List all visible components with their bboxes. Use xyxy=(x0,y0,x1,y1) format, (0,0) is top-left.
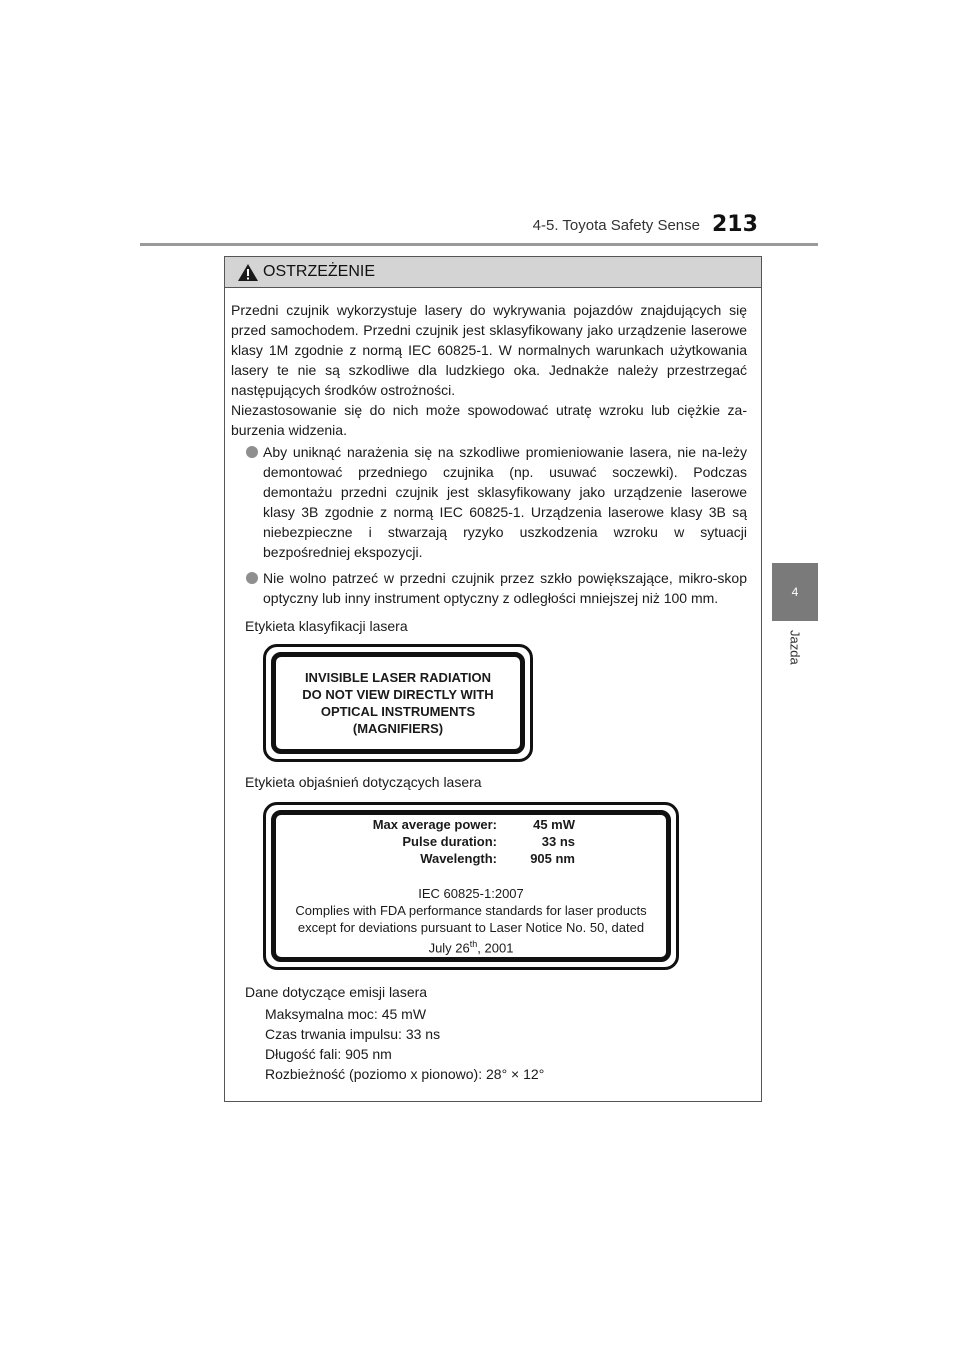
classification-line: INVISIBLE LASER RADIATION xyxy=(304,670,492,685)
emission-list xyxy=(265,1004,747,1084)
emission-item: Maksymalna moc: 45 mW xyxy=(265,1006,427,1022)
spec-value: 33 ns xyxy=(541,833,575,849)
spec-label: Wavelength: xyxy=(420,850,497,866)
emission-item: Rozbieżność (poziomo x pionowo): 28° × 12° xyxy=(265,1066,545,1082)
spec-row xyxy=(367,816,575,833)
emission-item: Czas trwania impulsu: 33 ns xyxy=(265,1026,441,1042)
spec-label: Pulse duration: xyxy=(402,833,497,849)
spec-row xyxy=(367,850,575,867)
warning-box xyxy=(224,256,762,1102)
emission-caption: Dane dotyczące emisji lasera xyxy=(245,984,428,1000)
chapter-label: Jazda xyxy=(787,630,803,665)
list-item xyxy=(231,442,747,562)
spec-value: 905 nm xyxy=(530,850,575,866)
bullet-text: Aby uniknąć narażenia się na szkodliwe promieniowanie lasera, nie na-leży demontować przedniego czujnika (np. usuwać soczewki). Podczas demontażu przedni czujnik jest sklasyfikowany jako urządzenie laserowe klasy 3B zgodnie z normą IEC 60825-1. Urządzenia laserowe klasy 3B są niebezpieczne i stwarzają ryzyko uszkodzenia wzroku w sytuacji bezpośredniej ekspozycji. xyxy=(263,444,747,560)
classification-line: OPTICAL INSTRUMENTS xyxy=(320,704,476,719)
classification-line: (MAGNIFIERS) xyxy=(352,721,444,736)
warning-content xyxy=(225,288,761,1084)
bullet-icon xyxy=(246,446,258,458)
spec-row xyxy=(367,833,575,850)
emission-item: Długość fali: 905 nm xyxy=(265,1046,392,1062)
compliance-line: except for deviations pursuant to Laser Notice No. 50, dated xyxy=(297,919,645,935)
standard-line: IEC 60825-1:2007 xyxy=(418,885,524,901)
classification-label xyxy=(263,644,533,762)
classification-line: DO NOT VIEW DIRECTLY WITH xyxy=(302,687,494,702)
compliance-line: Complies with FDA performance standards for laser products xyxy=(295,902,647,918)
spec-table xyxy=(367,816,575,867)
explanation-caption: Etykieta objaśnień dotyczących lasera xyxy=(245,774,482,790)
header-rule xyxy=(140,243,818,246)
warning-title: OSTRZEŻENIE xyxy=(263,263,376,280)
page-number: 213 xyxy=(712,212,758,237)
date-superscript: th xyxy=(469,938,478,949)
bullet-text: Nie wolno patrzeć w przedni czujnik przez szkło powiększające, mikro-skop optyczny lub inny instrument optyczny z odległości mniejszej niż 100 mm. xyxy=(263,570,747,606)
warning-consequence: Niezastosowanie się do nich może spowodować utratę wzroku lub ciężkie za-burzenia widzenia. xyxy=(231,402,747,438)
chapter-tab xyxy=(772,563,818,621)
header-section-title: 4-5. Toyota Safety Sense xyxy=(532,217,700,234)
warning-header xyxy=(225,257,761,288)
warning-bullet-list xyxy=(231,442,747,608)
compliance-block xyxy=(295,885,646,956)
date-line xyxy=(295,936,646,956)
date-prefix: July 26 xyxy=(428,940,470,956)
chapter-number: 4 xyxy=(791,585,799,599)
list-item xyxy=(231,568,747,608)
warning-intro: Przedni czujnik wykorzystuje lasery do wykrywania pojazdów znajdujących się przed samochodem. Przedni czujnik jest sklasyfikowany jako urządzenie laserowe klasy 1M zgodnie z normą IEC 60825-1. W normalnych warunkach użytkowania lasery te nie są szkodliwe dla ludzkiego oka. Jednakże należy przestrzegać następujących środków ostrożności. xyxy=(231,302,747,398)
spec-label: Max average power: xyxy=(372,816,497,832)
classification-label-inner xyxy=(271,652,525,754)
warning-triangle-icon xyxy=(237,263,259,282)
explanation-label-inner xyxy=(271,810,671,962)
date-suffix: , 2001 xyxy=(477,940,514,956)
spec-value: 45 mW xyxy=(533,816,575,832)
bullet-icon xyxy=(246,572,258,584)
explanation-label xyxy=(263,802,679,970)
classification-caption: Etykieta klasyfikacji lasera xyxy=(245,618,408,634)
